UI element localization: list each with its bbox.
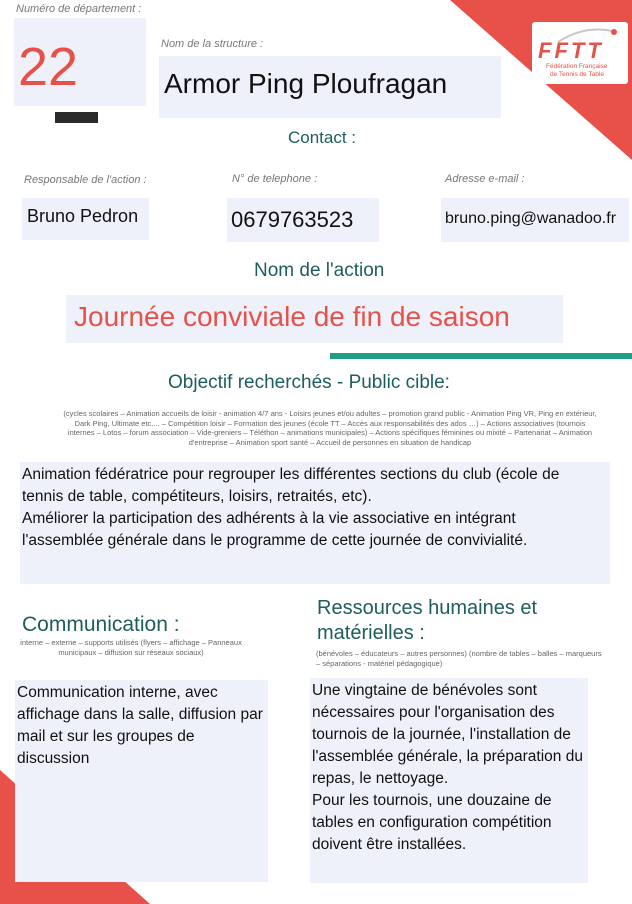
- department-box: [14, 18, 146, 106]
- logo-line-2: de Tennis de Table: [550, 71, 604, 78]
- objectif-text-1: Animation fédératrice pour regrouper les différentes sections du club (école de tennis de table, compétiteurs, loisirs, retraités, etc).: [22, 466, 560, 505]
- phone-box: [227, 198, 379, 242]
- email-box: [441, 198, 629, 242]
- email-value: bruno.ping@wanadoo.fr: [445, 210, 617, 227]
- logo-wordmark: FFTT: [538, 38, 604, 63]
- phone-label: N° de telephone :: [232, 173, 318, 185]
- responsable-label: Responsable de l'action :: [24, 174, 147, 186]
- logo-line-1: Fédération Française: [546, 63, 608, 70]
- objectif-box: [20, 462, 610, 584]
- fftt-logo: [532, 22, 628, 84]
- communication-heading: Communication :: [22, 613, 180, 636]
- objectif-hint: (cycles scolaires – Animation accueils de loisir - animation 4/7 ans - Loisirs jeunes et/ou adultes – promotion grand public - Animation Ping VR, Ping en extérieur, Dark Ping, Ultimate etc.... – Compétition loisir – Formation des jeunes (école TT – Accès aux responsabilités des ados …) – Actions associatives (tournois internes – Lotos – forum association – Vide-greniers – Téléthon – animations municipales) – Actions spécifiques féminines ou mixité – Partenariat – Animation d'entreprise – Animation sport santé – Accueil de personnes en situation de handicap: [63, 409, 597, 447]
- ressources-text-1: Une vingtaine de bénévoles sont nécessaires pour l'organisation des tournois de la journée, l'installation de l'assemblée générale, la préparation du repas, le nettoyage.: [312, 682, 583, 787]
- communication-hint: interne – externe – supports utilisés (flyers – affichage – Panneaux municipaux – diffusion sur réseaux sociaux): [20, 638, 242, 657]
- teal-separator: [330, 353, 632, 359]
- department-value: 22: [18, 37, 79, 97]
- department-underline: [55, 112, 98, 123]
- structure-box: [159, 56, 501, 118]
- structure-value: Armor Ping Ploufragan: [164, 68, 448, 99]
- ressources-heading: Ressources humaines et matérielles :: [317, 597, 538, 644]
- objectif-heading: Objectif recherchés - Public cible:: [168, 372, 450, 393]
- structure-label: Nom de la structure :: [161, 38, 264, 50]
- responsable-box: [22, 198, 149, 240]
- ressources-hint: (bénévoles – éducateurs – autres personnes) (nombre de tables – balles – marqueurs – séparations - matériel pédagogique): [316, 649, 602, 668]
- action-title: Journée conviviale de fin de saison: [74, 301, 510, 332]
- responsable-value: Bruno Pedron: [27, 206, 139, 226]
- ressources-box: [310, 678, 588, 883]
- communication-box: [15, 680, 268, 882]
- action-heading: Nom de l'action: [254, 260, 385, 281]
- phone-value: 0679763523: [231, 207, 354, 232]
- objectif-text-2: Améliorer la participation des adhérents à la vie associative en intégrant l'assemblée générale dans le programme de cette journée de convivialité.: [22, 510, 528, 549]
- ressources-text-2: Pour les tournois, une douzaine de tables en configuration compétition doivent être installées.: [312, 792, 552, 853]
- email-label: Adresse e-mail :: [445, 173, 525, 185]
- communication-text: Communication interne, avec affichage dans la salle, diffusion par mail et sur les groupes de discussion: [17, 684, 263, 767]
- contact-heading: Contact :: [288, 128, 357, 147]
- action-box: [66, 295, 563, 343]
- department-label: Numéro de département :: [16, 3, 142, 15]
